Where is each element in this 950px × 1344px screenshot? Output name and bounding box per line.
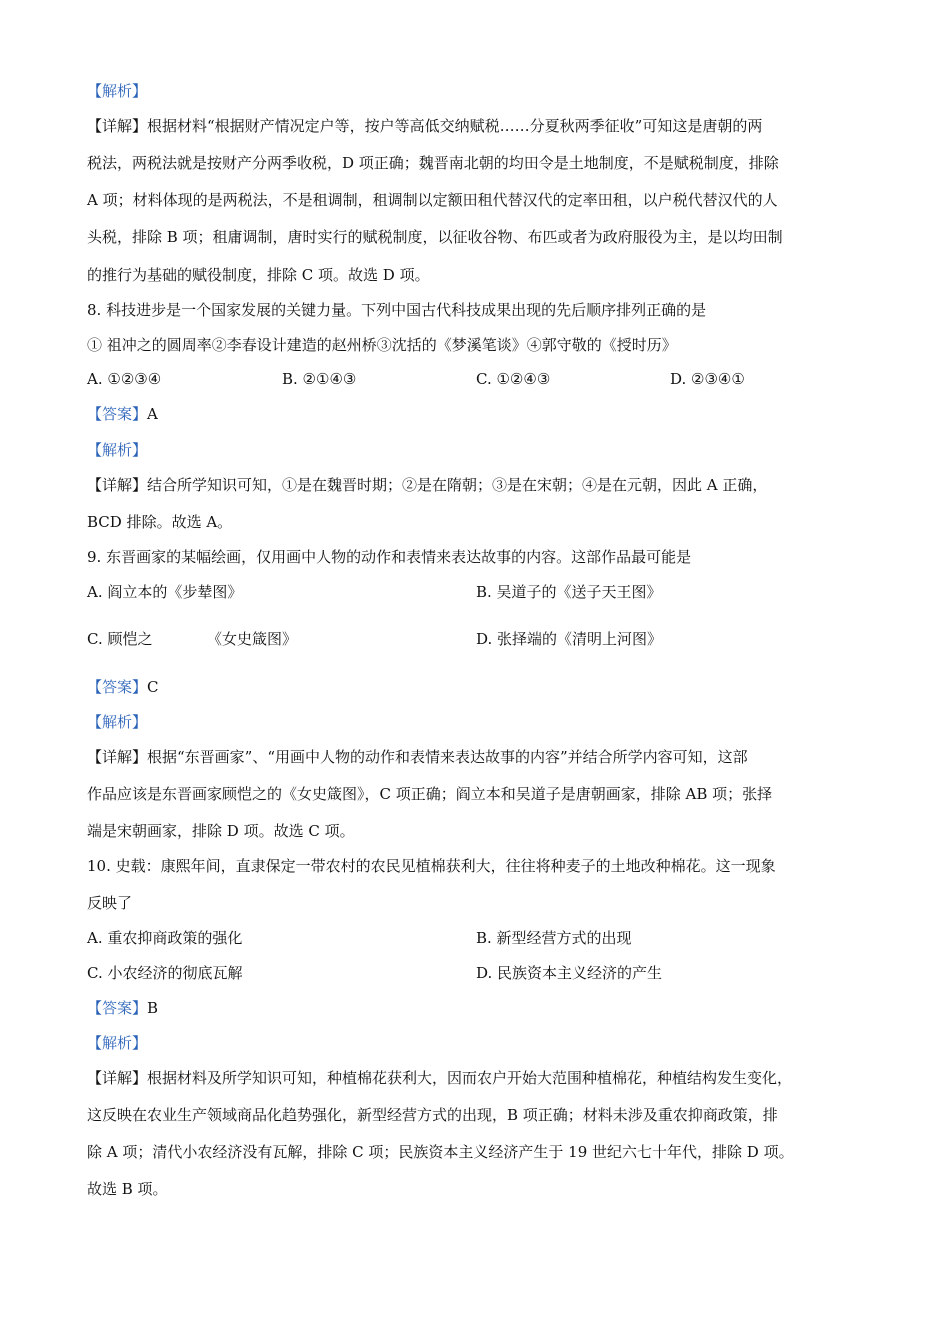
q9-option-c-title: 《女史箴图》 (207, 630, 298, 648)
q7-detail-line: 的推行为基础的赋役制度，排除 C 项。故选 D 项。 (87, 266, 430, 284)
q10-detail-line: 除 A 项；清代小农经济没有瓦解，排除 C 项；民族资本主义经济产生于 19 世纪六七十年代，排除 D 项。 (87, 1143, 794, 1161)
q10-stem-line: 反映了 (87, 894, 133, 912)
q8-items: ① 祖冲之的圆周率②李春设计建造的赵州桥③沈括的《梦溪笔谈》④郭守敬的《授时历》 (87, 336, 677, 354)
q10-option-b: B. 新型经营方式的出现 (476, 929, 632, 947)
q8-option-a: A. ①②③④ (87, 370, 162, 388)
q8-option-b: B. ②①④③ (282, 370, 357, 388)
q8-answer-tag: 【答案】 (87, 405, 148, 423)
q10-option-c: C. 小农经济的彻底瓦解 (87, 964, 243, 982)
q9-detail-line: 【详解】根据“东晋画家”、“用画中人物的动作和表情来表达故事的内容”并结合所学内容可知，这部 (87, 748, 748, 766)
q8-answer (87, 403, 158, 425)
q10-answer (87, 997, 158, 1019)
q10-option-d: D. 民族资本主义经济的产生 (476, 964, 663, 982)
q8-detail-line: BCD 排除。故选 A。 (87, 513, 233, 531)
q9-option-b: B. 吴道子的《送子天王图》 (476, 583, 662, 601)
q10-option-a: A. 重农抑商政策的强化 (87, 929, 243, 947)
q8-option-d: D. ②③④① (670, 370, 745, 388)
q8-answer-value: A (147, 405, 158, 423)
q8-analysis-tag: 【解析】 (87, 441, 148, 459)
q7-detail-line: A 项；材料体现的是两税法，不是租调制，租调制以定额田租代替汉代的定率田租，以户税代替汉代的人 (87, 191, 778, 209)
q9-answer-tag: 【答案】 (87, 678, 148, 696)
q10-detail-line: 【详解】根据材料及所学知识可知，种植棉花获利大，因而农户开始大范围种植棉花，种植结构发生变化， (87, 1069, 793, 1087)
q9-option-d: D. 张择端的《清明上河图》 (476, 630, 663, 648)
q9-analysis-tag: 【解析】 (87, 713, 148, 731)
q10-answer-tag: 【答案】 (87, 999, 148, 1017)
q7-analysis-tag: 【解析】 (87, 82, 148, 100)
q9-answer (87, 676, 159, 698)
q9-stem: 9. 东晋画家的某幅绘画，仅用画中人物的动作和表情来表达故事的内容。这部作品最可能是 (87, 548, 692, 566)
q9-detail-line: 作品应该是东晋画家顾恺之的《女史箴图》，C 项正确；阎立本和吴道子是唐朝画家，排除 AB 项；张择 (87, 785, 773, 803)
q8-detail-line: 【详解】结合所学知识可知，①是在魏晋时期；②是在隋朝；③是在宋朝；④是在元朝，因此 A 正确， (87, 476, 768, 494)
q7-detail-line: 税法，两税法就是按财产分两季收税，D 项正确；魏晋南北朝的均田令是土地制度，不是赋税制度，排除 (87, 154, 779, 172)
q7-detail-line: 【详解】根据材料“根据财产情况定户等，按户等高低交纳赋税……分夏秋两季征收”可知这是唐朝的两 (87, 117, 763, 135)
q8-option-c: C. ①②④③ (476, 370, 551, 388)
q9-detail-line: 端是宋朝画家，排除 D 项。故选 C 项。 (87, 822, 355, 840)
q10-detail-line: 故选 B 项。 (87, 1180, 168, 1198)
q7-detail-line: 头税，排除 B 项；租庸调制，唐时实行的赋税制度，以征收谷物、布匹或者为政府服役为主，是以均田制 (87, 228, 783, 246)
q9-option-a: A. 阎立本的《步辇图》 (87, 583, 243, 601)
q8-stem: 8. 科技进步是一个国家发展的关键力量。下列中国古代科技成果出现的先后顺序排列正确的是 (87, 301, 707, 319)
q9-option-c: C. 顾恺之 (87, 630, 153, 648)
q9-answer-value: C (147, 678, 159, 696)
q10-detail-line: 这反映在农业生产领域商品化趋势强化，新型经营方式的出现，B 项正确；材料未涉及重农抑商政策，排 (87, 1106, 778, 1124)
q10-stem-line: 10. 史载：康熙年间，直隶保定一带农村的农民见植棉获利大，往往将种麦子的土地改种棉花。这一现象 (87, 857, 776, 875)
q10-answer-value: B (147, 999, 159, 1017)
q10-analysis-tag: 【解析】 (87, 1034, 148, 1052)
